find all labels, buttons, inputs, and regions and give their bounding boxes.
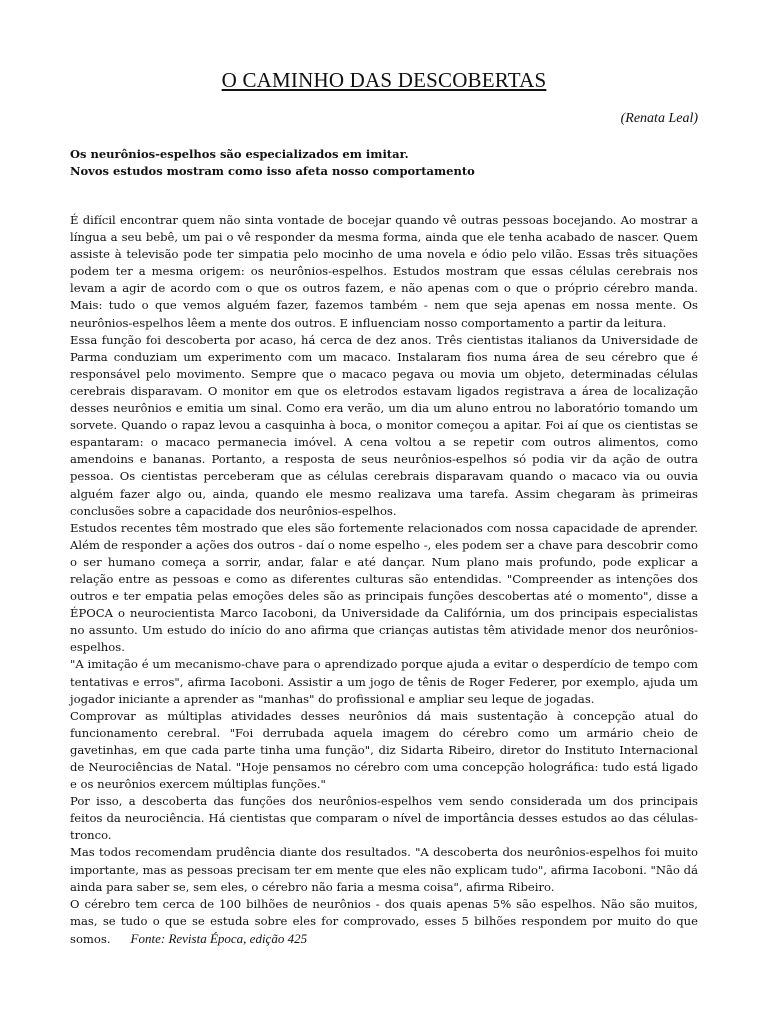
- author-line: (Renata Leal): [620, 111, 698, 126]
- subtitle: [70, 146, 710, 180]
- page-title: O CAMINHO DAS DESCOBERTAS: [221, 68, 547, 92]
- paragraph-7: Mas todos recomendam prudência diante dos resultados. "A descoberta dos neurônios-espelhos foi muito importante, mas as pessoas precisam ter em mente que eles não explicam tudo", afirma Iacoboni. "Não dá ainda para saber se, sem eles, o cérebro não faria a mesma coisa", afirma Ribeiro.: [70, 845, 698, 894]
- paragraph-5: Comprovar as múltiplas atividades desses neurônios dá mais sustentação à concepção atual do funcionamento cerebral. "Foi derrubada aquela imagem do cérebro como um armário cheio de gavetinhas, em que cada parte tinha uma função", diz Sidarta Ribeiro, diretor do Instituto Internacional de Neurociências de Natal. "Hoje pensamos no cérebro com uma concepção holográfica: tudo está ligado e os neurônios exercem múltiplas funções.": [70, 708, 698, 792]
- paragraph-8: [70, 896, 698, 948]
- paragraph-4: "A imitação é um mecanismo-chave para o aprendizado porque ajuda a evitar o desperdício de tempo com tentativas e erros", afirma Iacoboni. Assistir a um jogo de tênis de Roger Federer, por exemplo, ajuda um jogador iniciante a aprender as "manhas" do profissional e ampliar seu leque de jogadas.: [70, 657, 698, 706]
- paragraph-2: Essa função foi descoberta por acaso, há cerca de dez anos. Três cientistas italianos da Universidade de Parma conduziam um experimento com um macaco. Instalaram fios numa área de seu cérebro que é responsável pelo movimento. Sempre que o macaco pegava ou movia um objeto, determinadas células cerebrais disparavam. O monitor em que os eletrodos estavam ligados registrava a área de localização desses neurônios e emitia um sinal. Como era verão, um dia um aluno entrou no laboratório tomando um sorvete. Quando o rapaz levou a casquinha à boca, o monitor começou a apitar. Foi aí que os cientistas se espantaram: o macaco permanecia imóvel. A cena voltou a se repetir com outros alimentos, como amendoins e bananas. Portanto, a resposta de seus neurônios-espelhos só podia vir da ação de outra pessoa. Os cientistas perceberam que as células cerebrais disparavam quando o macaco via ou ouvia alguém fazer algo ou, ainda, quando ele mesmo realizava uma tarefa. Assim chegaram às primeiras conclusões sobre a capacidade dos neurônios-espelhos.: [70, 332, 698, 518]
- subtitle-line-1: Os neurônios-espelhos são especializados em imitar.: [70, 147, 409, 161]
- paragraph-1: É difícil encontrar quem não sinta vontade de bocejar quando vê outras pessoas bocejando. Ao mostrar a língua a seu bebê, um pai o vê responder da mesma forma, ainda que ele tenha acabado de nascer. Quem assiste à televisão pode ter simpatia pelo mocinho de uma novela e ódio pelo vilão. Essas três situações podem ter a mesma origem: os neurônios-espelhos. Estudos mostram que essas células cerebrais nos levam a agir de acordo com o que os outros fazem, e não apenas com o que o próprio cérebro manda. Mais: tudo o que vemos alguém fazer, fazemos também - nem que seja apenas em nossa mente. Os neurônios-espelhos lêem a mente dos outros. E influenciam nosso comportamento a partir da leitura.: [70, 213, 698, 330]
- paragraph-3: Estudos recentes têm mostrado que eles são fortemente relacionados com nossa capacidade de aprender. Além de responder a ações dos outros - daí o nome espelho -, eles podem ser a chave para descobrir como o ser humano começa a sorrir, andar, falar e até dançar. Num plano mais profundo, pode explicar a relação entre as pessoas e como as diferentes culturas são entendidas. "Compreender as intenções dos outros e ter empatia pelas emoções deles são as principais funções descobertas até o momento", disse a ÉPOCA o neurocientista Marco Iacoboni, da Universidade da Califórnia, um dos principais especialistas no assunto. Um estudo do início do ano afirma que crianças autistas têm atividade menor dos neurônios-espelhos.: [70, 520, 698, 655]
- source-citation: Fonte: Revista Época, edição 425: [130, 930, 308, 946]
- subtitle-line-2: Novos estudos mostram como isso afeta nosso comportamento: [70, 164, 475, 178]
- article-body: [70, 212, 698, 948]
- last-paragraph-text: O cérebro tem cerca de 100 bilhões de neurônios - dos quais apenas 5% são espelhos. Não são muitos, mas, se tudo o que se estuda sobre eles for comprovado, esses 5 bilhões respondem por muito do que somos.: [70, 896, 698, 946]
- paragraph-6: Por isso, a descoberta das funções dos neurônios-espelhos vem sendo considerada um dos principais feitos da neurociência. Há cientistas que comparam o nível de importância desses estudos ao das células-tronco.: [70, 794, 698, 843]
